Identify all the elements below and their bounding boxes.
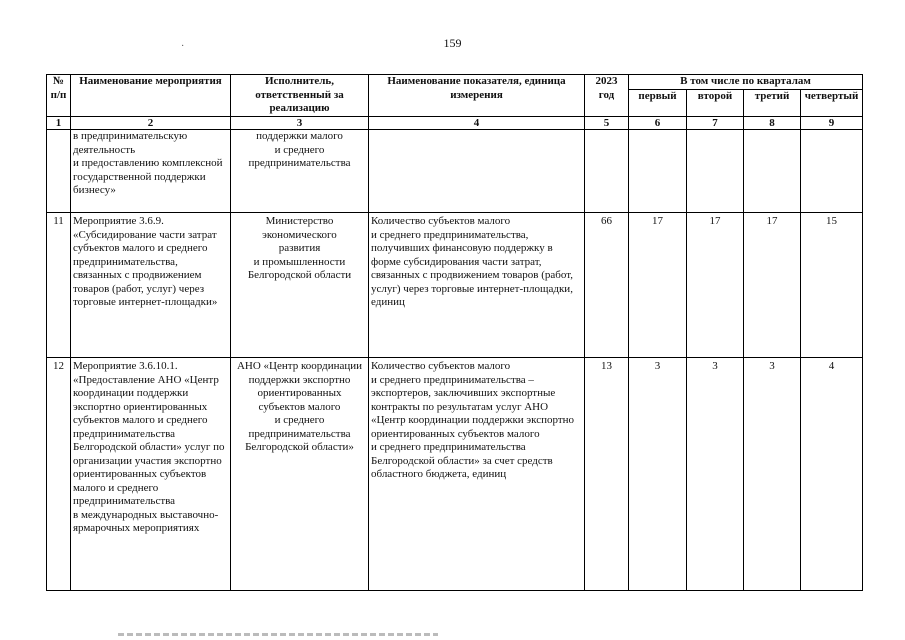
table-row <box>47 213 863 358</box>
cell-num <box>47 130 71 213</box>
header-quarters-group: В том числе по кварталам <box>629 75 863 90</box>
column-numbers-row <box>47 117 863 130</box>
cell-q1: 3 <box>629 358 687 591</box>
cell-q1 <box>629 130 687 213</box>
table-row <box>47 130 863 213</box>
scan-speck: · <box>181 41 185 52</box>
col-number: 6 <box>629 117 687 130</box>
header-row <box>47 75 863 90</box>
header-executor: Исполнитель, ответственный за реализацию <box>231 75 369 117</box>
cell-q4: 4 <box>801 358 863 591</box>
header-q1: первый <box>629 90 687 117</box>
cell-q3: 17 <box>744 213 801 358</box>
cell-q1: 17 <box>629 213 687 358</box>
cell-name: Мероприятие 3.6.9. «Субсидирование части затрат субъектов малого и среднего предпринимательства, связанных с продвижением товаров (работ, услуг) через торговые интернет-площадки» <box>71 213 231 358</box>
header-q2: второй <box>687 90 744 117</box>
col-number: 2 <box>71 117 231 130</box>
cell-q2: 3 <box>687 358 744 591</box>
header-year: 2023 год <box>585 75 629 117</box>
cell-name: в предпринимательскую деятельность и предоставлению комплексной государственной поддержки бизнесу» <box>71 130 231 213</box>
col-number: 8 <box>744 117 801 130</box>
cell-num: 12 <box>47 358 71 591</box>
cell-q3 <box>744 130 801 213</box>
cell-q3: 3 <box>744 358 801 591</box>
activities-table <box>46 74 863 591</box>
cell-indicator <box>369 130 585 213</box>
col-number: 9 <box>801 117 863 130</box>
cell-name: Мероприятие 3.6.10.1. «Предоставление АНО «Центр координации поддержки экспортно ориентированных субъектов малого и среднего предпринимательства Белгородской области» услуг по организации участия экспортно ориентированных субъектов малого и среднего предпринимательства в международных выставочно-ярмарочных мероприятиях <box>71 358 231 591</box>
cell-year: 13 <box>585 358 629 591</box>
cell-q4: 15 <box>801 213 863 358</box>
col-number: 7 <box>687 117 744 130</box>
cell-q2 <box>687 130 744 213</box>
cell-num: 11 <box>47 213 71 358</box>
cell-indicator: Количество субъектов малого и среднего предпринимательства, получивших финансовую поддержку в форме субсидирования части затрат, связанных с продвижением товаров (работ, услуг) через торговые интернет-площадки, единиц <box>369 213 585 358</box>
page-number: 159 <box>443 36 462 50</box>
header-name: Наименование мероприятия <box>71 75 231 117</box>
cell-year <box>585 130 629 213</box>
cell-q4 <box>801 130 863 213</box>
cell-executor: АНО «Центр координации поддержки экспортно ориентированных субъектов малого и среднего предпринимательства Белгородской области» <box>231 358 369 591</box>
header-q3: третий <box>744 90 801 117</box>
header-q4: четвертый <box>801 90 863 117</box>
col-number: 5 <box>585 117 629 130</box>
cell-year: 66 <box>585 213 629 358</box>
table-row <box>47 358 863 591</box>
cell-executor: Министерство экономического развития и промышленности Белгородской области <box>231 213 369 358</box>
cell-q2: 17 <box>687 213 744 358</box>
cell-indicator: Количество субъектов малого и среднего предпринимательства – экспортеров, заключивших экспортные контракты по результатам услуг АНО «Центр координации поддержки экспортно ориентированных субъектов малого и среднего предпринимательства Белгородской области» за счет средств областного бюджета, единиц <box>369 358 585 591</box>
cell-executor: поддержки малого и среднего предпринимательства <box>231 130 369 213</box>
header-indicator: Наименование показателя, единица измерения <box>369 75 585 117</box>
col-number: 3 <box>231 117 369 130</box>
col-number: 1 <box>47 117 71 130</box>
col-number: 4 <box>369 117 585 130</box>
scan-artifact-line <box>118 633 438 636</box>
header-num: № п/п <box>47 75 71 117</box>
